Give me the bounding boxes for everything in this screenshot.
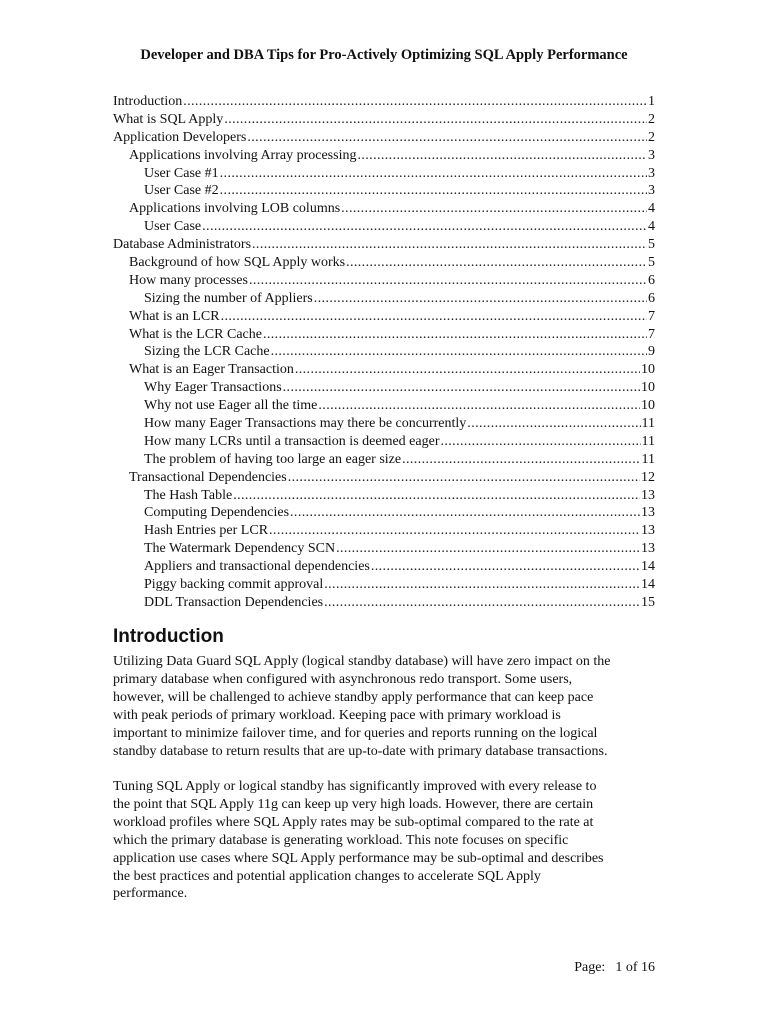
toc-entry-label: User Case #1 <box>144 165 219 181</box>
toc-dot-leader <box>341 200 647 218</box>
toc-entry-page-number: 10 <box>641 398 655 414</box>
toc-entry[interactable] <box>113 487 655 505</box>
toc-entry-label: How many processes <box>129 272 248 288</box>
paragraph-line: performance. <box>113 886 188 902</box>
paragraph-line: standby database to return results that are up-to-date with primary database transactions. <box>113 743 608 759</box>
toc-dot-leader <box>357 147 647 165</box>
toc-dot-leader <box>252 236 647 254</box>
toc-dot-leader <box>202 218 647 236</box>
toc-entry-label: User Case <box>144 219 202 235</box>
toc-entry[interactable] <box>113 433 655 451</box>
toc-entry-page-number: 11 <box>641 416 655 432</box>
toc-entry[interactable] <box>113 451 655 469</box>
toc-entry[interactable] <box>113 272 655 290</box>
toc-entry-page-number: 13 <box>641 523 655 539</box>
paragraph-line: workload profiles where SQL Apply rates may be sub-optimal compared to the rate at <box>113 814 594 830</box>
paragraph-line: which the primary database is generating workload. This note focuses on specific <box>113 832 569 848</box>
toc-entry-label: What is an LCR <box>129 308 220 324</box>
toc-entry-page-number: 5 <box>648 255 655 271</box>
page-footer <box>574 959 655 977</box>
paragraph-line: Utilizing Data Guard SQL Apply (logical standby database) will have zero impact on the <box>113 654 611 669</box>
toc-entry[interactable] <box>113 576 655 594</box>
toc-dot-leader <box>271 343 647 361</box>
toc-entry-page-number: 14 <box>641 577 655 593</box>
toc-entry-page-number: 11 <box>641 433 655 449</box>
toc-entry[interactable] <box>113 218 655 236</box>
toc-entry[interactable] <box>113 165 655 183</box>
page-number-label: Page: <box>574 960 606 975</box>
toc-entry-label: Piggy backing commit approval <box>144 577 324 593</box>
toc-entry-label: Why Eager Transactions <box>144 380 282 396</box>
table-of-contents <box>113 93 655 612</box>
toc-entry-label: User Case #2 <box>144 183 219 199</box>
toc-entry-label: How many LCRs until a transaction is deemed eager <box>144 433 440 449</box>
toc-entry-label: Applications involving LOB columns <box>129 201 341 217</box>
toc-entry-page-number: 14 <box>641 559 655 575</box>
toc-entry-page-number: 3 <box>648 165 655 181</box>
paragraph-line: application use cases where SQL Apply performance may be sub-optimal and describes <box>113 850 604 866</box>
toc-dot-leader <box>314 290 647 308</box>
toc-entry[interactable] <box>113 469 655 487</box>
toc-dot-leader <box>283 379 640 397</box>
paragraph-line: with peak periods of primary workload. Keeping pace with primary workload is <box>113 707 561 723</box>
toc-dot-leader <box>467 415 640 433</box>
toc-entry[interactable] <box>113 129 655 147</box>
section-heading-introduction: Introduction <box>113 626 224 647</box>
toc-entry[interactable] <box>113 236 655 254</box>
toc-dot-leader <box>324 594 640 612</box>
paragraph-line: primary database when configured with asynchronous redo transport. Some users, <box>113 671 573 687</box>
toc-entry-label: Applications involving Array processing <box>129 147 357 163</box>
toc-entry[interactable] <box>113 93 655 111</box>
toc-entry[interactable] <box>113 415 655 433</box>
toc-entry-page-number: 6 <box>648 272 655 288</box>
toc-entry-label: The problem of having too large an eager size <box>144 451 402 467</box>
toc-entry-label: DDL Transaction Dependencies <box>144 594 324 610</box>
toc-entry[interactable] <box>113 111 655 129</box>
toc-dot-leader <box>269 522 640 540</box>
toc-entry[interactable] <box>113 558 655 576</box>
toc-entry[interactable] <box>113 540 655 558</box>
toc-entry-page-number: 1 <box>648 94 655 109</box>
toc-entry-label: What is an Eager Transaction <box>129 362 294 378</box>
toc-entry-label: Database Administrators <box>113 237 252 253</box>
paragraph-line: however, will be challenged to achieve standby apply performance that can keep pace <box>113 689 594 705</box>
toc-entry-page-number: 6 <box>648 290 655 306</box>
toc-entry-label: What is the LCR Cache <box>129 326 262 342</box>
toc-entry[interactable] <box>113 343 655 361</box>
toc-entry[interactable] <box>113 594 655 612</box>
toc-entry-page-number: 2 <box>648 129 655 145</box>
toc-dot-leader <box>346 254 647 272</box>
toc-entry-page-number: 3 <box>648 183 655 199</box>
toc-entry-label: What is SQL Apply <box>113 111 224 127</box>
toc-dot-leader <box>324 576 640 594</box>
toc-entry[interactable] <box>113 182 655 200</box>
toc-dot-leader <box>247 129 647 147</box>
toc-dot-leader <box>220 182 647 200</box>
toc-entry-label: Introduction <box>113 94 183 109</box>
toc-dot-leader <box>249 272 647 290</box>
toc-entry-page-number: 3 <box>648 147 655 163</box>
paragraph-line: the point that SQL Apply 11g can keep up very high loads. However, there are certain <box>113 796 594 812</box>
toc-entry[interactable] <box>113 290 655 308</box>
toc-entry-page-number: 13 <box>641 487 655 503</box>
toc-entry-page-number: 13 <box>641 541 655 557</box>
toc-dot-leader <box>220 165 647 183</box>
toc-entry-label: How many Eager Transactions may there be concurrently <box>144 416 467 432</box>
toc-entry-label: Background of how SQL Apply works <box>129 255 346 271</box>
toc-entry-label: Application Developers <box>113 129 247 145</box>
toc-entry[interactable] <box>113 379 655 397</box>
page-number-value: 1 of 16 <box>615 960 655 975</box>
toc-dot-leader <box>288 469 640 487</box>
toc-entry-label: Computing Dependencies <box>144 505 290 521</box>
toc-entry[interactable] <box>113 397 655 415</box>
toc-entry-page-number: 7 <box>648 308 655 324</box>
toc-entry[interactable] <box>113 522 655 540</box>
toc-entry-label: The Hash Table <box>144 487 233 503</box>
toc-entry-page-number: 10 <box>641 362 655 378</box>
paragraph-line: the best practices and potential application changes to accelerate SQL Apply <box>113 868 541 884</box>
toc-entry-page-number: 4 <box>648 201 655 217</box>
paragraph-line: Tuning SQL Apply or logical standby has significantly improved with every release to <box>113 779 597 794</box>
toc-dot-leader <box>336 540 640 558</box>
toc-dot-leader <box>402 451 640 469</box>
toc-entry-label: Transactional Dependencies <box>129 469 287 485</box>
toc-entry[interactable] <box>113 254 655 272</box>
toc-entry-page-number: 9 <box>648 344 655 360</box>
toc-entry[interactable] <box>113 504 655 522</box>
toc-entry[interactable] <box>113 361 655 379</box>
toc-entry[interactable] <box>113 308 655 326</box>
paragraph-line: important to minimize failover time, and for queries and reports running on the logical <box>113 725 598 741</box>
document-title: Developer and DBA Tips for Pro-Actively Optimizing SQL Apply Performance <box>140 47 628 63</box>
toc-dot-leader <box>233 487 640 505</box>
toc-entry-page-number: 7 <box>648 326 655 342</box>
toc-entry-label: Sizing the number of Appliers <box>144 290 313 306</box>
toc-dot-leader <box>290 504 640 522</box>
body-paragraph-1 <box>113 653 661 760</box>
toc-entry[interactable] <box>113 326 655 344</box>
toc-entry-page-number: 2 <box>648 111 655 127</box>
toc-entry-page-number: 11 <box>641 451 655 467</box>
toc-dot-leader <box>221 308 647 326</box>
body-paragraph-2 <box>113 778 661 903</box>
toc-entry-label: Appliers and transactional dependencies <box>144 559 370 575</box>
toc-dot-leader <box>263 326 647 344</box>
toc-entry-page-number: 13 <box>641 505 655 521</box>
toc-entry-label: Why not use Eager all the time <box>144 398 318 414</box>
toc-dot-leader <box>440 433 640 451</box>
toc-entry-page-number: 4 <box>648 219 655 235</box>
toc-entry-label: Sizing the LCR Cache <box>144 344 270 360</box>
toc-entry[interactable] <box>113 200 655 218</box>
toc-dot-leader <box>318 397 640 415</box>
toc-dot-leader <box>183 93 647 111</box>
toc-dot-leader <box>295 361 640 379</box>
toc-entry-page-number: 15 <box>641 594 655 610</box>
toc-entry-page-number: 10 <box>641 380 655 396</box>
toc-dot-leader <box>371 558 640 576</box>
toc-entry-label: Hash Entries per LCR <box>144 523 269 539</box>
toc-entry[interactable] <box>113 147 655 165</box>
toc-dot-leader <box>224 111 647 129</box>
toc-entry-page-number: 12 <box>641 469 655 485</box>
toc-entry-page-number: 5 <box>648 237 655 253</box>
toc-entry-label: The Watermark Dependency SCN <box>144 541 336 557</box>
